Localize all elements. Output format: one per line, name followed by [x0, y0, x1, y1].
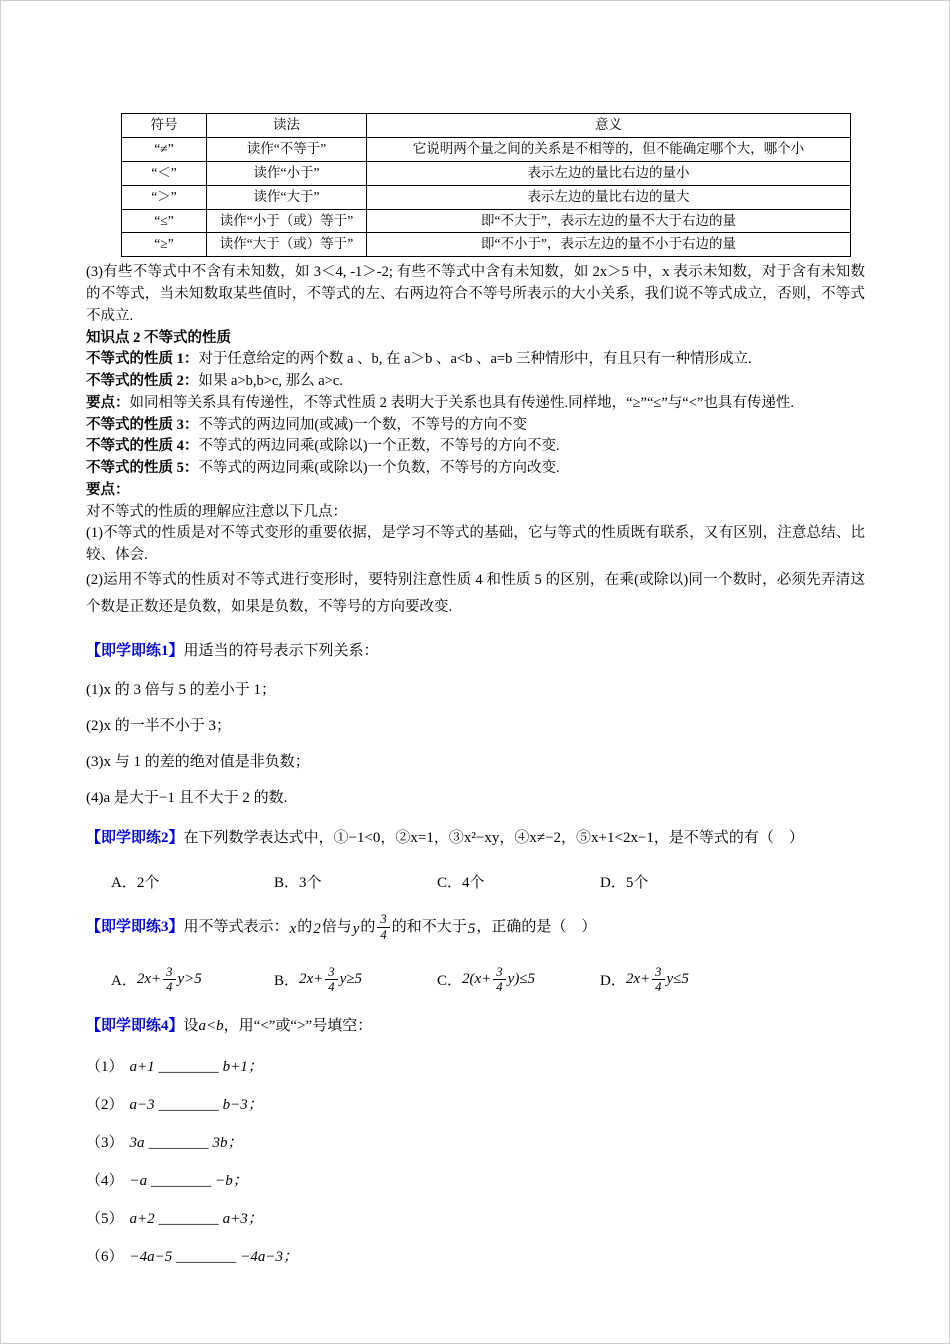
answer-blank: ________ [151, 1172, 212, 1189]
fill-item-4 [86, 1169, 865, 1190]
exercise-3-option-d [600, 965, 689, 995]
note-intro: 对不等式的性质的理解应注意以下几点： [86, 503, 347, 520]
option-label: D． [600, 973, 626, 990]
property-4-label: 不等式的性质 4： [86, 438, 199, 455]
table-row [122, 233, 851, 257]
property-2-text: 如果 a>b,b>c, 那么 a>c. [198, 373, 343, 390]
exercise-1-heading [86, 640, 865, 663]
exercise-4-tag: 【即学即练4】 [86, 1018, 184, 1035]
math-5: 5 [467, 921, 476, 938]
symbol-cell: “≠” [122, 137, 207, 161]
exercise-2-option-d: D．5个 [600, 875, 649, 892]
property-3-text: 不等式的两边同加(或减)一个数，不等号的方向不变 [198, 416, 528, 433]
answer-blank: ________ [176, 1248, 237, 1265]
math-y: y [352, 921, 360, 938]
meaning-cell: 表示左边的量比右边的量大 [367, 185, 851, 209]
left-expression: a+2 [129, 1210, 155, 1227]
property-2-label: 不等式的性质 2： [86, 373, 199, 390]
left-expression: a−3 [129, 1096, 155, 1113]
right-expression: −b； [215, 1172, 248, 1189]
table-header-row [122, 114, 851, 138]
property-1-label: 不等式的性质 1： [86, 351, 199, 368]
symbol-cell: “≥” [122, 233, 207, 257]
item-number: （6） [86, 1248, 124, 1265]
item-number: （2） [86, 1096, 124, 1113]
exercise-3-text: 的 [297, 919, 313, 936]
reading-cell: 读作“不等于” [207, 137, 367, 161]
exercise-1-tag: 【即学即练1】 [86, 643, 184, 660]
fraction-three-fourths [652, 965, 664, 995]
exercise-3-option-b [274, 965, 437, 995]
table-row [122, 185, 851, 209]
exercise-1-item-3: (3)x 与 1 的差的绝对值是非负数； [86, 753, 310, 770]
exercise-3-text: ，正确的是（ ） [476, 919, 597, 936]
fraction-denominator: 4 [380, 928, 387, 943]
answer-blank: ________ [148, 1134, 209, 1151]
option-formula-pre: 2x+ [299, 971, 324, 988]
exercise-3-lead: 用不等式表示： [183, 919, 289, 936]
fill-item-5 [86, 1207, 865, 1228]
note-1: (1)不等式的性质是对不等式变形的重要依据，是学习不等式的基础，它与等式的性质既有联系，又有区别，注意总结、比较、体会. [86, 525, 865, 564]
right-expression: 3b； [212, 1134, 243, 1151]
reading-cell: 读作“小于” [207, 161, 367, 185]
reading-cell: 读作“大于” [207, 185, 367, 209]
math-a-lt-b: a<b [198, 1018, 224, 1035]
option-formula-post: y)≤5 [507, 971, 536, 988]
table-header-reading: 读法 [207, 114, 367, 138]
exercise-3-text: 的 [360, 919, 376, 936]
left-expression: −a [129, 1172, 148, 1189]
fill-item-3 [86, 1131, 865, 1152]
exercise-3-text: 的和不大于 [391, 919, 467, 936]
option-label: A． [111, 973, 137, 990]
note-2: (2)运用不等式的性质对不等式进行变形时，要特别注意性质 4 和性质 5 的区别，在乘(或除以)同一个数时，必须先弄清这个数是正数还是负数，如果是负数，不等号的方向要改变. [86, 571, 865, 615]
math-x: x [289, 921, 297, 938]
reading-cell: 读作“大于（或）等于” [207, 233, 367, 257]
fraction-denominator: 4 [496, 980, 503, 995]
symbol-cell: “＞” [122, 185, 207, 209]
fraction-three-fourths [493, 965, 505, 995]
option-formula-post: y>5 [177, 971, 202, 988]
fraction-numerator: 3 [377, 912, 389, 928]
keypoint-text: 如同相等关系具有传递性，不等式性质 2 表明大于关系也具有传递性.同样地，“≥”“≤”与“<”也具有传递性. [129, 394, 794, 411]
fill-item-2 [86, 1093, 865, 1114]
paragraph-unknowns: (3)有些不等式中不含有未知数，如 3＜4, -1＞-2; 有些不等式中含有未知数，如 2x＞5 中，x 表示未知数，对于含有未知数的不等式，当未知数取某些值时，不等式的左、右两边符合不等号所表示的大小关系，我们说不等式成立，否则，不等式不成立. [86, 264, 865, 324]
exercise-1-item-1: (1)x 的 3 倍与 5 的差小于 1； [86, 681, 276, 698]
exercise-2-lead: 在下列数学表达式中，①−1<0，②x=1，③x²−xy，④x≠−2，⑤x+1<2x−1，是不等式的有（ ） [183, 829, 804, 846]
meaning-cell: 表示左边的量比右边的量小 [367, 161, 851, 185]
exercise-1-item-4: (4)a 是大于−1 且不大于 2 的数. [86, 789, 288, 806]
exercise-2-tag: 【即学即练2】 [86, 829, 184, 846]
exercise-3-option-a [111, 965, 274, 995]
property-3-label: 不等式的性质 3： [86, 416, 199, 433]
exercise-2-option-b: B．3个 [274, 875, 322, 892]
table-row [122, 137, 851, 161]
property-1-text: 对于任意给定的两个数 a 、b, 在 a＞b 、a<b 、a=b 三种情形中，有且只有一种情形成立. [198, 351, 752, 368]
keypoint-transitivity [86, 393, 865, 415]
symbol-cell: “＜” [122, 161, 207, 185]
item-number: （3） [86, 1134, 124, 1151]
fraction-numerator: 3 [493, 965, 505, 981]
property-4-text: 不等式的两边同乘(或除以)一个正数，不等号的方向不变. [198, 438, 560, 455]
option-formula-post: y≥5 [339, 971, 363, 988]
meaning-cell: 即“不小于”，表示左边的量不小于右边的量 [367, 233, 851, 257]
option-formula-pre: 2x+ [136, 971, 162, 988]
symbol-table [121, 113, 851, 257]
exercise-2-option-a: A．2个 [111, 875, 160, 892]
left-expression: −4a−5 [129, 1248, 173, 1265]
fill-item-6 [86, 1245, 865, 1266]
table-header-symbol: 符号 [122, 114, 207, 138]
property-3 [86, 415, 865, 437]
right-expression: b+1； [222, 1058, 263, 1075]
exercise-2-options [86, 871, 865, 892]
fraction-numerator: 3 [652, 965, 664, 981]
table-row [122, 209, 851, 233]
table-header-meaning: 意义 [367, 114, 851, 138]
right-expression: −4a−3； [240, 1248, 299, 1265]
property-1 [86, 349, 865, 371]
right-expression: a+3； [222, 1210, 263, 1227]
exercise-4-heading [86, 1015, 865, 1038]
keypoint-label: 要点： [86, 394, 130, 411]
reading-cell: 读作“小于（或）等于” [207, 209, 367, 233]
property-5 [86, 458, 865, 480]
property-5-text: 不等式的两边同乘(或除以)一个负数，不等号的方向改变. [198, 460, 560, 477]
answer-blank: ________ [158, 1058, 219, 1075]
option-formula-post: y≤5 [666, 971, 689, 988]
item-number: （4） [86, 1172, 124, 1189]
exercise-2-option-c: C．4个 [437, 875, 485, 892]
item-number: （1） [86, 1058, 124, 1075]
fraction-numerator: 3 [163, 965, 175, 981]
meaning-cell: 它说明两个量之间的关系是不相等的，但不能确定哪个大，哪个小 [367, 137, 851, 161]
fraction-three-fourths [325, 965, 337, 995]
exercise-1-item-2: (2)x 的一半不小于 3； [86, 717, 231, 734]
option-formula-pre: 2x+ [625, 971, 651, 988]
exercise-3-options [86, 965, 865, 995]
fraction-three-fourths [377, 912, 389, 942]
fraction-denominator: 4 [655, 980, 662, 995]
fraction-three-fourths [163, 965, 175, 995]
exercise-4-lead-pre: 设 [183, 1018, 199, 1035]
table-row [122, 161, 851, 185]
exercise-1-lead: 用适当的符号表示下列关系： [183, 643, 379, 660]
symbol-cell: “≤” [122, 209, 207, 233]
left-expression: 3a [129, 1134, 145, 1151]
right-expression: b−3； [222, 1096, 263, 1113]
option-label: C． [437, 973, 463, 990]
exercise-3-tag: 【即学即练3】 [86, 919, 184, 936]
item-number: （5） [86, 1210, 124, 1227]
fraction-denominator: 4 [166, 980, 173, 995]
meaning-cell: 即“不大于”，表示左边的量不大于右边的量 [367, 209, 851, 233]
exercise-2-heading [86, 827, 865, 850]
exercise-4-lead-post: ，用“<”或“>”号填空： [223, 1018, 373, 1035]
exercise-3-option-c [437, 965, 600, 995]
property-4 [86, 436, 865, 458]
math-2: 2 [313, 921, 321, 938]
fraction-denominator: 4 [328, 980, 335, 995]
exercise-3-text: 倍与 [321, 919, 352, 936]
exercise-3-heading [86, 912, 596, 942]
keypoint-2-label: 要点： [86, 481, 130, 498]
fraction-numerator: 3 [325, 965, 337, 981]
option-label: B． [274, 973, 300, 990]
property-5-label: 不等式的性质 5： [86, 460, 199, 477]
option-formula-pre: 2(x+ [462, 971, 492, 988]
answer-blank: ________ [158, 1210, 219, 1227]
knowledge-point-2-title: 知识点 2 不等式的性质 [86, 329, 231, 346]
fill-item-1 [86, 1055, 865, 1076]
property-2 [86, 371, 865, 393]
left-expression: a+1 [129, 1058, 155, 1075]
answer-blank: ________ [158, 1096, 219, 1113]
